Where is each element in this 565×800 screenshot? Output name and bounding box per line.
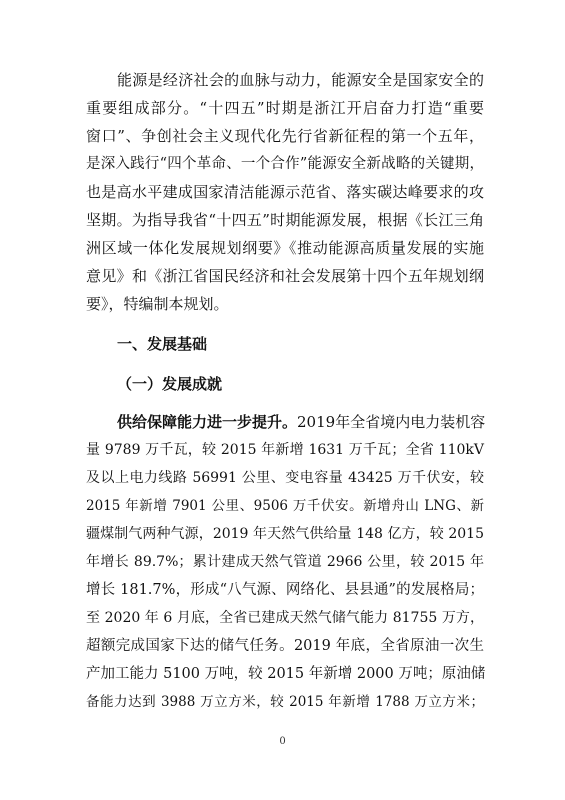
para-line: 量 9789 万千瓦，较 2015 年新增 1631 万千瓦；全省 110kV: [86, 442, 484, 458]
para-line: 增长 181.7%，形成“八气源、网络化、县县通”的发展格局；: [86, 582, 484, 598]
intro-line: 是深入践行“四个革命、一个合作”能源安全新战略的关键期，: [86, 156, 484, 172]
intro-line: 重要组成部分。“十四五”时期是浙江开启奋力打造“重要: [86, 99, 484, 117]
intro-line: 能源是经济社会的血脉与动力，能源安全是国家安全的: [117, 71, 484, 89]
intro-line: 洲区域一体化发展规划纲要》《推动能源高质量发展的实施: [86, 239, 484, 257]
page-number: 0: [279, 736, 286, 747]
intro-line: 要》，特编制本规划。: [86, 295, 229, 313]
para-line: 年增长 89.7%；累计建成天然气管道 2966 公里，较 2015 年: [86, 554, 484, 570]
intro-line: 意见》和《浙江省国民经济和社会发展第十四个五年规划纲: [86, 267, 484, 285]
para-line: 超额完成国家下达的储气任务。2019 年底，全省原油一次生: [86, 638, 484, 654]
para-line: 产加工能力 5100 万吨，较 2015 年新增 2000 万吨；原油储: [86, 666, 486, 682]
para-line: 备能力达到 3988 万立方米，较 2015 年新增 1788 万立方米；: [86, 694, 484, 710]
para-first-rest: 2019年全省境内电力装机容: [297, 413, 486, 431]
para-lead: 供给保障能力进一步提升。: [117, 413, 298, 431]
intro-line: 坚期。为指导我省“十四五”时期能源发展，根据《长江三角: [86, 211, 484, 229]
intro-line: 也是高水平建成国家清洁能源示范省、落实碳达峰要求的攻: [86, 183, 484, 201]
subsection-heading: （一）发展成就: [117, 375, 223, 393]
intro-line: 窗口”、争创社会主义现代化先行省新征程的第一个五年，: [86, 127, 484, 145]
para-line: 及以上电力线路 56991 公里、变电容量 43425 万千伏安，较: [86, 470, 484, 486]
section-heading: 一、发展基础: [117, 335, 208, 353]
para-line: 至 2020 年 6 月底，全省已建成天然气储气能力 81755 万方，: [86, 610, 484, 626]
para-line: 疆煤制气两种气源，2019 年天然气供给量 148 亿方，较 2015: [86, 526, 484, 542]
para-line: 2015 年新增 7901 公里、9506 万千伏安。新增舟山 LNG、新: [86, 498, 484, 514]
para-first-line: [117, 408, 484, 436]
